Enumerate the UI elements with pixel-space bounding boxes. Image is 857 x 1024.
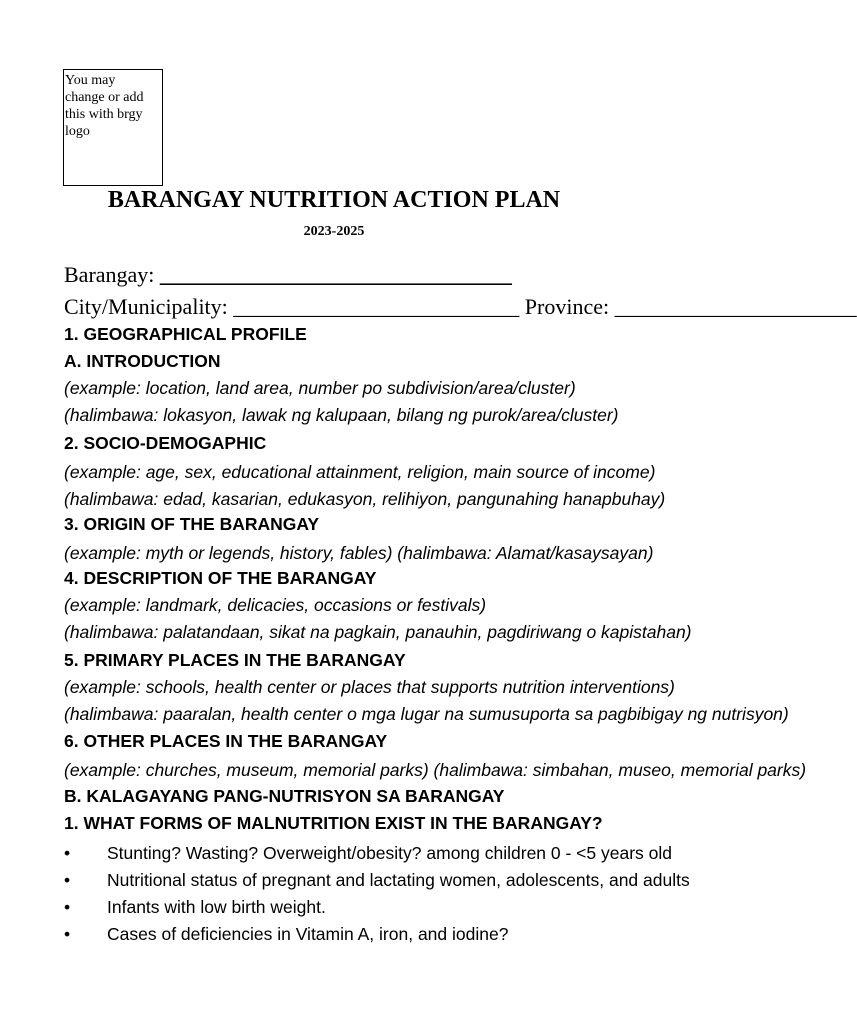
section-heading: 1. WHAT FORMS OF MALNUTRITION EXIST IN THE BARANGAY? <box>64 813 603 833</box>
list-item-text: Cases of deficiencies in Vitamin A, iron, and iodine? <box>107 924 509 944</box>
barangay-field <box>64 262 512 288</box>
section-heading: A. INTRODUCTION <box>64 351 221 371</box>
city-label: City/Municipality: <box>64 294 234 319</box>
example-text: (example: location, land area, number po subdivision/area/cluster) <box>64 378 576 398</box>
barangay-blank[interactable]: ________________________________ <box>159 262 512 287</box>
bullet-glyph: • <box>64 843 71 863</box>
example-text: (halimbawa: edad, kasarian, edukasyon, relihiyon, pangunahing hanapbuhay) <box>64 489 666 509</box>
document-title <box>0 187 668 214</box>
document-title-text: BARANGAY NUTRITION ACTION PLAN <box>107 187 561 213</box>
list-item-text: Stunting? Wasting? Overweight/obesity? among children 0 - <5 years old <box>107 843 673 863</box>
section-heading: 4. DESCRIPTION OF THE BARANGAY <box>64 568 377 588</box>
bullet-glyph: • <box>64 870 71 890</box>
example-text: (example: myth or legends, history, fables) (halimbawa: Alamat/kasaysayan) <box>64 543 654 563</box>
example-text: (example: churches, museum, memorial parks) (halimbawa: simbahan, museo, memorial parks) <box>64 760 807 780</box>
logo-note-line: logo <box>65 124 90 139</box>
section-heading: 2. SOCIO-DEMOGAPHIC <box>64 433 267 453</box>
document-year <box>0 224 668 240</box>
logo-note-line: change or add <box>65 90 144 105</box>
section-heading: 3. ORIGIN OF THE BARANGAY <box>64 514 320 534</box>
example-text: (halimbawa: lokasyon, lawak ng kalupaan, bilang ng purok/area/cluster) <box>64 405 619 425</box>
list-item-text: Nutritional status of pregnant and lactating women, adolescents, and adults <box>107 870 690 890</box>
example-text: (example: age, sex, educational attainment, religion, main source of income) <box>64 462 656 482</box>
section-heading: 1. GEOGRAPHICAL PROFILE <box>64 324 307 344</box>
section-heading: 5. PRIMARY PLACES IN THE BARANGAY <box>64 650 406 670</box>
logo-note-line: You may <box>65 73 116 88</box>
example-text: (halimbawa: palatandaan, sikat na pagkain, panauhin, pagdiriwang o kapistahan) <box>64 622 692 642</box>
province-label: Province: <box>519 294 615 319</box>
section-heading: B. KALAGAYANG PANG-NUTRISYON SA BARANGAY <box>64 786 505 806</box>
city-blank[interactable]: __________________________ <box>233 294 520 319</box>
bullet-glyph: • <box>64 924 71 944</box>
list-item-text: Infants with low birth weight. <box>107 897 326 917</box>
example-text: (halimbawa: paaralan, health center o mga lugar na sumusuporta sa pagbibigay ng nutrisyon) <box>64 704 789 724</box>
province-blank[interactable]: ______________________ <box>614 294 857 319</box>
example-text: (example: schools, health center or places that supports nutrition interventions) <box>64 677 675 697</box>
document-year-text: 2023-2025 <box>303 224 365 239</box>
logo-note-line: this with brgy <box>65 107 143 122</box>
bullet-glyph: • <box>64 897 71 917</box>
logo-placeholder-box <box>63 69 163 186</box>
section-heading: 6. OTHER PLACES IN THE BARANGAY <box>64 731 388 751</box>
barangay-label: Barangay: <box>64 262 160 287</box>
city-province-field <box>64 294 857 320</box>
example-text: (example: landmark, delicacies, occasions or festivals) <box>64 595 487 615</box>
